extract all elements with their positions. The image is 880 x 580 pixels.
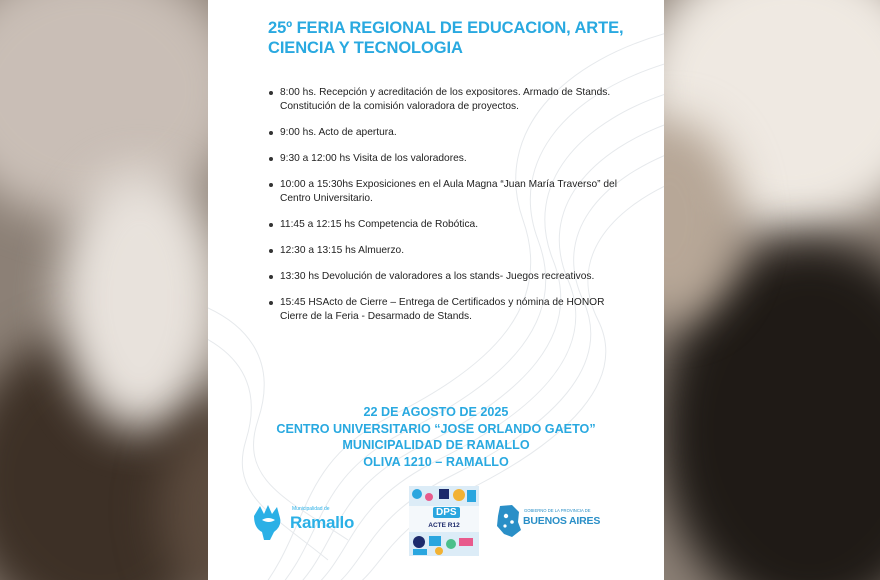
event-poster bbox=[208, 0, 664, 580]
illustration-icon bbox=[409, 486, 479, 556]
bullet-icon bbox=[269, 223, 273, 227]
buenos-aires-logo: GOBIERNO DE LA PROVINCIA DE BUENOS AIRES bbox=[494, 502, 604, 542]
bullet-icon bbox=[269, 301, 273, 305]
event-venue: CENTRO UNIVERSITARIO “JOSE ORLANDO GAETO” bbox=[276, 421, 596, 436]
schedule-item: 9:00 hs. Acto de apertura. bbox=[266, 126, 622, 140]
poster-title: 25º FERIA REGIONAL DE EDUCACION, ARTE, CIENCIA Y TECNOLOGIA bbox=[268, 19, 624, 57]
dps-acte-logo: DPS ACTE R12 bbox=[409, 486, 479, 556]
bullet-icon bbox=[269, 131, 273, 135]
schedule-item: 8:00 hs. Recepción y acreditación de los expositores. Armado de Stands. Constitución de la comisión valoradora de proyectos. bbox=[266, 86, 622, 114]
province-map-icon bbox=[494, 504, 522, 538]
hand-dove-icon bbox=[250, 502, 286, 542]
schedule-item: 15:45 HSActo de Cierre – Entrega de Certificados y nómina de HONOR Cierre de la Feria - Desarmado de Stands. bbox=[266, 296, 622, 324]
ramallo-logo: Municipalidad de Ramallo bbox=[250, 502, 380, 542]
schedule-item: 12:30 a 13:15 hs Almuerzo. bbox=[266, 244, 622, 258]
event-details bbox=[208, 404, 664, 470]
bullet-icon bbox=[269, 91, 273, 95]
bullet-icon bbox=[269, 249, 273, 253]
bullet-icon bbox=[269, 275, 273, 279]
event-date: 22 DE AGOSTO DE 2025 bbox=[363, 405, 509, 419]
event-organizer: MUNICIPALIDAD DE RAMALLO bbox=[342, 438, 530, 452]
schedule-list bbox=[266, 86, 622, 336]
sponsor-logos bbox=[208, 484, 664, 564]
bullet-icon bbox=[269, 157, 273, 161]
schedule-item: 10:00 a 15:30hs Exposiciones en el Aula Magna “Juan María Traverso” del Centro Universitario. bbox=[266, 178, 622, 206]
schedule-item: 9:30 a 12:00 hs Visita de los valoradores. bbox=[266, 152, 622, 166]
schedule-item: 13:30 hs Devolución de valoradores a los stands- Juegos recreativos. bbox=[266, 270, 622, 284]
schedule-item: 11:45 a 12:15 hs Competencia de Robótica. bbox=[266, 218, 622, 232]
event-address: OLIVA 1210 – RAMALLO bbox=[363, 454, 509, 469]
bullet-icon bbox=[269, 183, 273, 187]
